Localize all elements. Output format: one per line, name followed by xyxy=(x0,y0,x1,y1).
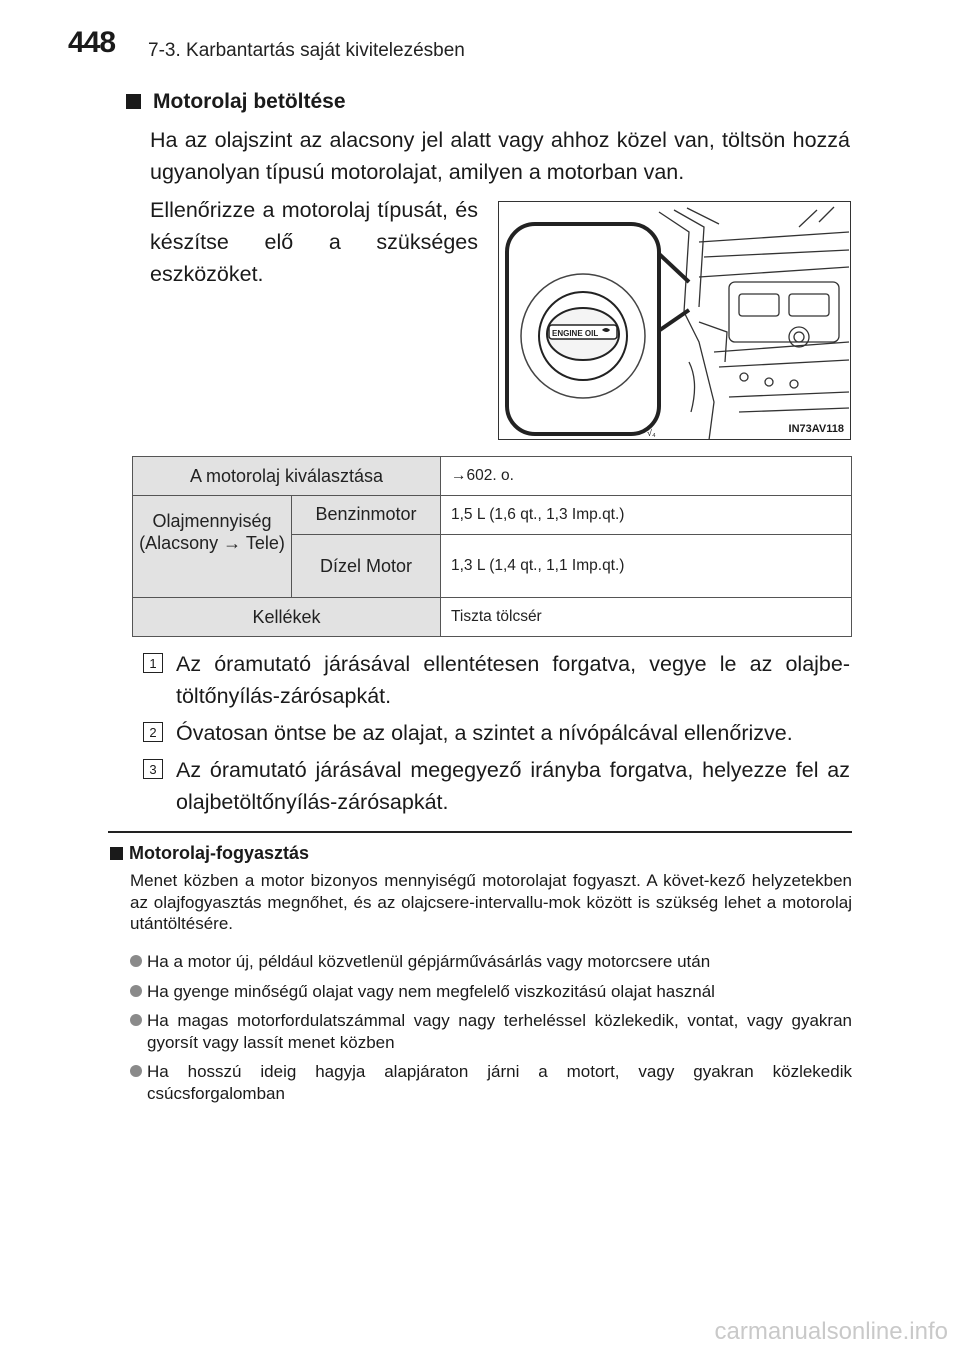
engine-oil-cap-figure xyxy=(498,201,851,440)
section-title-text: Motorolaj betöltése xyxy=(153,90,346,113)
page-number: 448 xyxy=(68,26,116,59)
table-cell-supplies-label: Kellékek xyxy=(133,598,441,637)
bullet-dot-icon xyxy=(130,1014,142,1026)
spec-table xyxy=(132,456,852,637)
step-number-badge: 1 xyxy=(143,653,163,673)
table-cell-gasoline-label: Benzinmotor xyxy=(292,496,441,535)
step-list xyxy=(140,648,850,823)
bullet-dot-icon xyxy=(130,1065,142,1077)
table-cell-diesel-value: 1,3 L (1,4 qt., 1,1 Imp.qt.) xyxy=(441,535,852,598)
table-cell-diesel-label: Dízel Motor xyxy=(292,535,441,598)
cap-label: ENGINE OIL xyxy=(552,329,599,338)
table-cell-oil-selection-label: A motorolaj kiválasztása xyxy=(133,457,441,496)
step-number-badge: 3 xyxy=(143,759,163,779)
list-item xyxy=(130,951,852,973)
step-text: Az óramutató járásával megegyező irányba forgatva, helyezze fel az olajbetöltőnyílás-zárósapkát. xyxy=(176,758,850,814)
section-title xyxy=(126,90,346,114)
section-divider xyxy=(108,831,852,833)
engine-bay-illustration xyxy=(499,202,851,440)
list-item xyxy=(130,1010,852,1053)
step-text: Óvatosan öntse be az olajat, a szintet a nívópálcával ellenőrizve. xyxy=(176,721,793,745)
note-bullet-list xyxy=(130,951,852,1112)
figure-code: IN73AV118 xyxy=(788,423,844,435)
note-title xyxy=(110,843,309,864)
table-cell-gasoline-value: 1,5 L (1,6 qt., 1,3 Imp.qt.) xyxy=(441,496,852,535)
running-title: 7-3. Karbantartás saját kivitelezésben xyxy=(148,40,465,61)
check-paragraph: Ellenőrizze a motorolaj típusát, és készítse elő a szükséges eszközöket. xyxy=(150,198,478,286)
table-cell-oil-quantity-label: Olajmennyiség (Alacsony → Tele) xyxy=(133,496,292,598)
step-number-badge: 2 xyxy=(143,722,163,742)
step-text: Az óramutató járásával ellentétesen forgatva, vegye le az olajbe-töltőnyílás-zárósapkát. xyxy=(176,652,850,708)
note-title-text: Motorolaj-fogyasztás xyxy=(129,843,310,863)
list-item xyxy=(130,1061,852,1104)
list-item xyxy=(130,981,852,1003)
svg-text:√₄: √₄ xyxy=(647,428,656,438)
square-bullet-icon xyxy=(110,847,123,860)
step-item xyxy=(140,717,850,749)
table-cell-supplies-value: Tiszta tölcsér xyxy=(441,598,852,637)
watermark: carmanualsonline.info xyxy=(714,1318,948,1345)
list-item-text: Ha gyenge minőségű olajat vagy nem megfelelő viszkozitású olajat használ xyxy=(147,981,715,1001)
intro-paragraph: Ha az olajszint az alacsony jel alatt vagy ahhoz közel van, töltsön hozzá ugyanolyan típusú motorolajat, amilyen a motorban van. xyxy=(150,128,850,184)
bullet-dot-icon xyxy=(130,955,142,967)
step-item xyxy=(140,754,850,818)
bullet-dot-icon xyxy=(130,985,142,997)
step-item xyxy=(140,648,850,712)
note-paragraph: Menet közben a motor bizonyos mennyiségű motorolajat fogyaszt. A követ-kező helyzetekben az olajfogyasztás megnőhet, és az olajcsere-intervallu-mok között is szükség lehet a motorolaj utántöltésére. xyxy=(130,871,852,933)
list-item-text: Ha hosszú ideig hagyja alapjáraton járni a motort, vagy gyakran közlekedik csúcsforgalomban xyxy=(147,1062,852,1103)
table-cell-oil-selection-value: →602. o. xyxy=(441,457,852,496)
list-item-text: Ha a motor új, például közvetlenül gépjárművásárlás vagy motorcsere után xyxy=(147,952,711,971)
square-bullet-icon xyxy=(126,94,141,109)
list-item-text: Ha magas motorfordulatszámmal vagy nagy terheléssel közlekedik, vontat, vagy gyakran gyorsít vagy lassít menet közben xyxy=(147,1011,852,1052)
